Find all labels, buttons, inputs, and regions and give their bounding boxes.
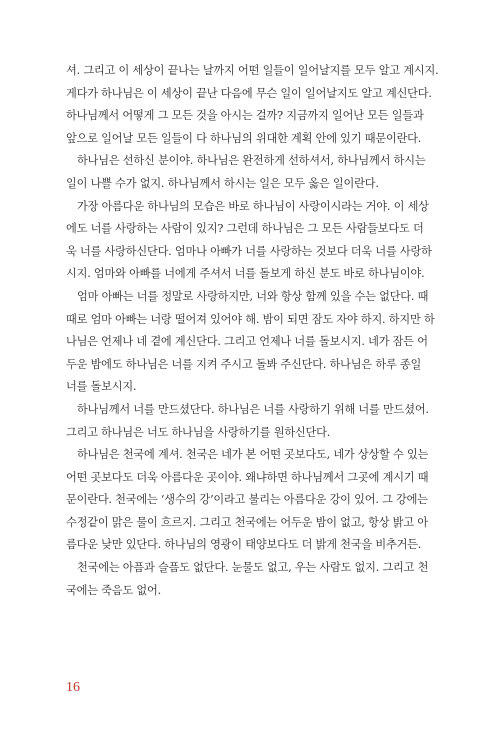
text-line: 수정같이 맑은 물이 흐르지. 그리고 천국에는 어두운 밤이 없고, 항상 밝고 아: [66, 515, 428, 529]
page-number: 16: [66, 680, 80, 695]
text-line: 나님은 언제나 네 곁에 계신단다. 그리고 언제나 너를 돌보시지. 네가 잠든 어: [66, 335, 428, 349]
paragraph: [66, 286, 438, 399]
text-line: 어떤 곳보다도 더욱 아름다운 곳이야. 왜냐하면 하나님께서 그곳에 계시기 때: [66, 470, 429, 484]
text-line: 름다운 낮만 있단다. 하나님의 영광이 태양보다도 더 밝게 천국을 비추거든.: [66, 538, 422, 552]
text-line: 앞으로 일어날 모든 일들이 다 하나님의 위대한 계획 안에 있기 때문이란다.: [66, 131, 422, 145]
text-line: 엄마 아빠는 너를 정말로 사랑하지만, 너와 항상 함께 있을 수는 없단다. 때: [77, 289, 429, 303]
text-line: 일이 나쁠 수가 없지. 하나님께서 하시는 일은 모두 옳은 일이란다.: [66, 176, 379, 190]
text-line: 하나님은 천국에 계셔. 천국은 네가 본 어떤 곳보다도, 네가 상상할 수 있는: [77, 448, 429, 462]
text-line: 욱 너를 사랑하신단다. 엄마나 아빠가 너를 사랑하는 것보다 더욱 너를 사랑하: [66, 244, 432, 258]
text-line: 가장 아름다운 하나님의 모습은 바로 하나님이 사랑이시라는 거야. 이 세상: [77, 199, 429, 213]
paragraph: [66, 150, 438, 195]
paragraph: [66, 444, 438, 557]
text-line: 문이란다. 천국에는 ‘생수의 강’이라고 불리는 아름다운 강이 있어. 그 강에는: [66, 493, 428, 507]
text-line: 국에는 죽음도 없어.: [66, 583, 161, 597]
text-line: 때로 엄마 아빠는 너랑 떨어져 있어야 해. 밤이 되면 잠도 자야 하지. 하지만 하: [66, 312, 435, 326]
text-line: 하나님께서 어떻게 그 모든 것을 아시는 걸까? 지금까지 일어난 모든 일들과: [66, 109, 424, 123]
text-line: 에도 너를 사랑하는 사람이 있지? 그런데 하나님은 그 모든 사람들보다도 더: [66, 222, 424, 236]
body-text: [66, 60, 438, 602]
paragraph: [66, 399, 438, 444]
text-line: 너를 돌보시지.: [66, 380, 137, 394]
text-line: 셔. 그리고 이 세상이 끝나는 날까지 어떤 일들이 일어날지를 모두 알고 계시지.: [66, 64, 438, 77]
paragraph: [66, 60, 438, 150]
text-line: 두운 밤에도 하나님은 너를 지켜 주시고 돌봐 주신단다. 하나님은 하루 종일: [66, 357, 422, 371]
paragraph: [66, 196, 438, 286]
text-line: 천국에는 아픔과 슬픔도 없단다. 눈물도 없고, 우는 사람도 없지. 그리고 천: [77, 561, 429, 575]
text-line: 하나님께서 너를 만드셨단다. 하나님은 너를 사랑하기 위해 너를 만드셨어.: [77, 402, 429, 416]
paragraph: [66, 557, 438, 602]
text-line: 그리고 하나님은 너도 하나님을 사랑하기를 원하신단다.: [66, 425, 331, 439]
text-line: 게다가 하나님은 이 세상이 끝난 다음에 무슨 일이 일어날지도 알고 계신단다.: [66, 86, 432, 100]
text-line: 시지. 엄마와 아빠를 너에게 주셔서 너를 돌보게 하신 분도 바로 하나님이야.: [66, 267, 425, 281]
text-line: 하나님은 선하신 분이야. 하나님은 완전하게 선하셔서, 하나님께서 하시는: [77, 154, 426, 168]
